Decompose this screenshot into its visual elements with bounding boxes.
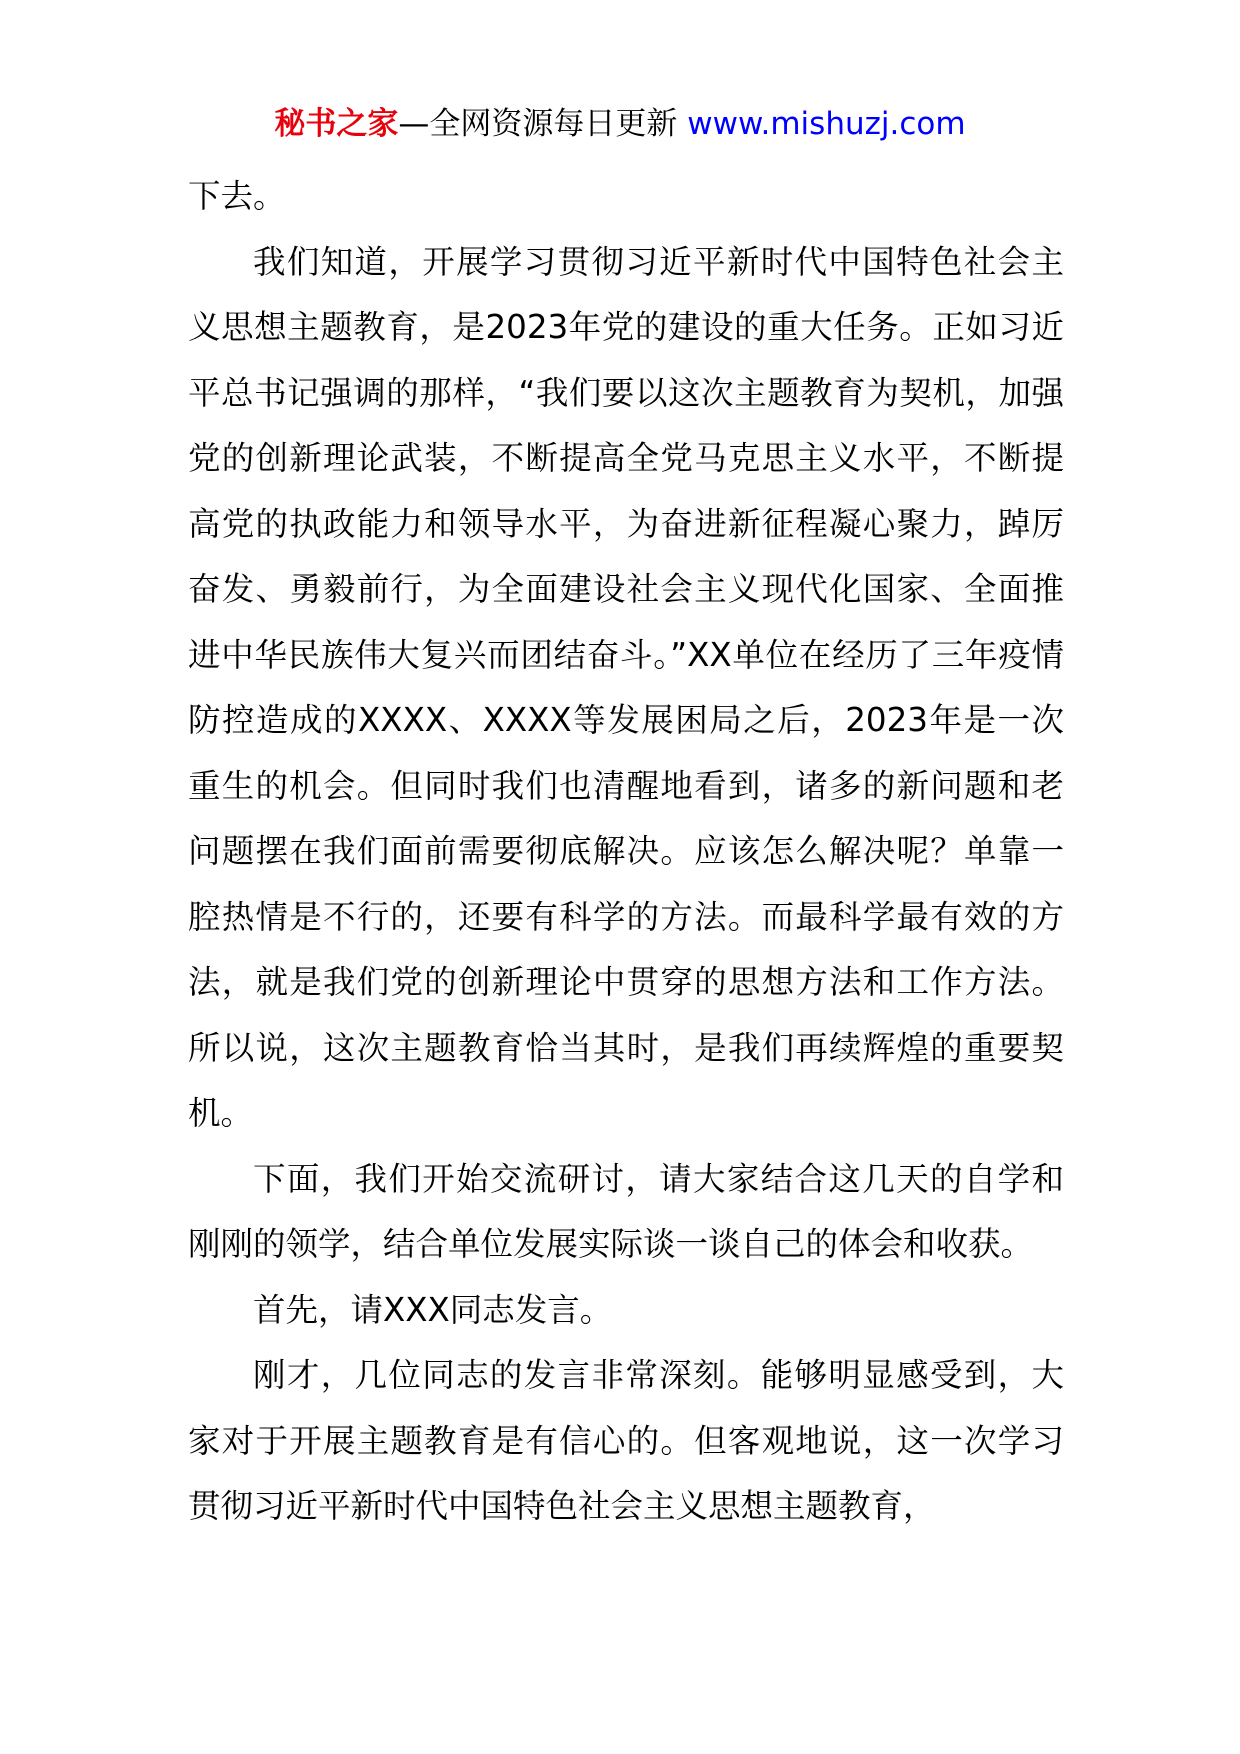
- site-url[interactable]: www.mishuzj.com: [687, 106, 966, 142]
- paragraph: 我们知道，开展学习贯彻习近平新时代中国特色社会主义思想主题教育，是2023年党的建设的重大任务。正如习近平总书记强调的那样，“我们要以这次主题教育为契机，加强党的创新理论武装，不断提高全党马克思主义水平，不断提高党的执政能力和领导水平，为奋进新征程凝心聚力，踔厉奋发、勇毅前行，为全面建设社会主义现代化国家、全面推进中华民族伟大复兴而团结奋斗。”XX单位在经历了三年疫情防控造成的XXXX、XXXX等发展困局之后，2023年是一次重生的机会。但同时我们也清醒地看到，诸多的新问题和老问题摆在我们面前需要彻底解决。应该怎么解决呢？单靠一腔热情是不行的，还要有科学的方法。而最科学最有效的方法，就是我们党的创新理论中贯穿的思想方法和工作方法。所以说，这次主题教育恰当其时，是我们再续辉煌的重要契机。: [188, 242, 1064, 1132]
- header-tagline: —全网资源每日更新: [398, 106, 678, 142]
- paragraph: 下面，我们开始交流研讨，请大家结合这几天的自学和刚刚的领学，结合单位发展实际谈一谈自己的体会和收获。: [188, 1159, 1064, 1263]
- paragraph-continuation: 下去。: [188, 177, 286, 215]
- paragraph: 首先，请XXX同志发言。: [253, 1290, 613, 1329]
- brand-name: 秘书之家: [274, 106, 399, 142]
- document-body: [188, 164, 1064, 1540]
- paragraph: 刚才，几位同志的发言非常深刻。能够明显感受到，大家对于开展主题教育是有信心的。但客观地说，这一次学习贯彻习近平新时代中国特色社会主义思想主题教育，: [188, 1356, 1064, 1525]
- site-header: [0, 104, 1240, 144]
